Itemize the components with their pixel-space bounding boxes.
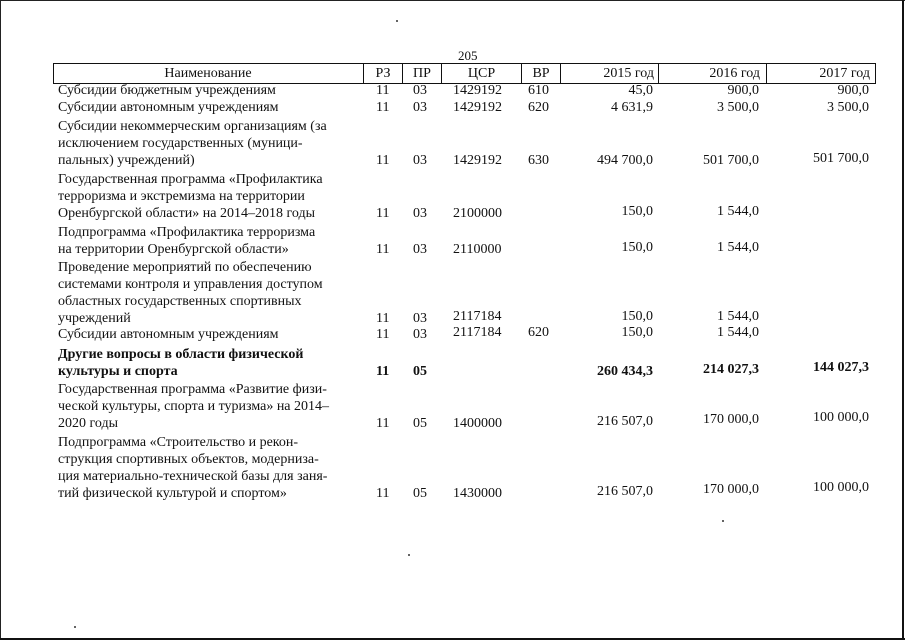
cell-csr: 1430000: [453, 486, 502, 501]
cell-pr: 03: [413, 83, 427, 98]
cell-2016: 1 544,0: [717, 240, 759, 255]
cell-rz: 11: [376, 242, 390, 257]
cell-2016: 1 544,0: [717, 204, 759, 219]
cell-rz: 11: [376, 153, 390, 168]
row-name-line: Подпрограмма «Профилактика терроризма: [58, 225, 316, 240]
cell-2015: 216 507,0: [597, 414, 653, 429]
row-name-line: ция материально-технической базы для заня-: [58, 469, 328, 484]
row-name-line: Субсидии некоммерческим организациям (за: [58, 119, 327, 134]
header-rz: РЗ: [375, 66, 391, 81]
scan-speck: [722, 520, 724, 522]
cell-pr: 03: [413, 327, 427, 342]
row-name: [58, 118, 363, 169]
table-header: [53, 63, 876, 84]
table-row: [53, 326, 876, 343]
row-name-line: Проведение мероприятий по обеспечению: [58, 260, 312, 275]
row-name-line: исключением государственных (муници-: [58, 136, 303, 151]
cell-rz: 11: [376, 364, 390, 379]
cell-vr: 630: [528, 153, 549, 168]
cell-rz: 11: [376, 486, 390, 501]
cell-2015: 150,0: [621, 240, 653, 255]
cell-2017: 144 027,3: [813, 360, 869, 375]
row-name: [58, 381, 363, 432]
header-csr: ЦСР: [467, 66, 496, 81]
cell-pr: 03: [413, 311, 427, 326]
cell-csr: 2117184: [453, 309, 502, 324]
scan-edge-top: [0, 0, 905, 1]
header-2016: 2016 год: [709, 66, 760, 81]
cell-2016: 1 544,0: [717, 309, 759, 324]
table-row: [53, 118, 876, 169]
table-row: [53, 259, 876, 327]
row-name-line: тий физической культурой и спортом»: [58, 486, 287, 501]
row-name: [58, 326, 363, 343]
cell-csr: 2110000: [453, 242, 502, 257]
cell-rz: 11: [376, 311, 390, 326]
budget-table: [53, 63, 876, 501]
row-name-line: культуры и спорта: [58, 364, 178, 379]
cell-pr: 05: [413, 486, 427, 501]
row-name-line: Государственная программа «Профилактика: [58, 172, 323, 187]
table-row: [53, 171, 876, 222]
row-name: [58, 171, 363, 222]
cell-2015: 150,0: [621, 204, 653, 219]
cell-2015: 216 507,0: [597, 484, 653, 499]
cell-2015: 4 631,9: [611, 100, 653, 115]
cell-2016: 170 000,0: [703, 482, 759, 497]
row-name-line: пальных) учреждений): [58, 153, 195, 168]
header-2017: 2017 год: [819, 66, 870, 81]
row-name-line: терроризма и экстремизма на территории: [58, 189, 305, 204]
header-vr: ВР: [532, 66, 550, 81]
cell-2016: 900,0: [727, 83, 759, 98]
cell-2016: 3 500,0: [717, 100, 759, 115]
cell-2016: 1 544,0: [717, 325, 759, 340]
table-row: [53, 434, 876, 502]
cell-2015: 260 434,3: [597, 364, 653, 379]
row-name-line: на территории Оренбургской области»: [58, 242, 289, 257]
cell-2015: 494 700,0: [597, 153, 653, 168]
cell-2017: 3 500,0: [827, 100, 869, 115]
scan-speck: [408, 554, 410, 556]
table-row-section: [53, 346, 876, 380]
cell-pr: 03: [413, 100, 427, 115]
table-row: [53, 99, 876, 116]
table-row: [53, 224, 876, 258]
scan-speck: [74, 626, 76, 628]
cell-vr: 620: [528, 325, 549, 340]
row-name: [58, 434, 363, 502]
cell-csr: 1429192: [453, 153, 502, 168]
cell-2017: 100 000,0: [813, 410, 869, 425]
row-name-line: учреждений: [58, 311, 131, 326]
header-name: Наименование: [164, 66, 252, 81]
cell-rz: 11: [376, 100, 390, 115]
row-name-line: ческой культуры, спорта и туризма» на 2014–: [58, 399, 330, 414]
row-name-line: системами контроля и управления доступом: [58, 277, 323, 292]
cell-csr: 1429192: [453, 83, 502, 98]
page-number: 205: [458, 48, 478, 63]
cell-2016: 501 700,0: [703, 153, 759, 168]
cell-2016: 214 027,3: [703, 362, 759, 377]
header-2015: 2015 год: [603, 66, 654, 81]
row-name-line: Субсидии автономным учреждениям: [58, 100, 279, 115]
row-name-line: областных государственных спортивных: [58, 294, 302, 309]
table-row: [53, 381, 876, 432]
cell-2017: 900,0: [837, 83, 869, 98]
cell-csr: 2117184: [453, 325, 502, 340]
row-name: [58, 259, 363, 327]
cell-2016: 170 000,0: [703, 412, 759, 427]
cell-rz: 11: [376, 206, 390, 221]
row-name-line: Другие вопросы в области физической: [58, 347, 304, 362]
row-name-line: Субсидии бюджетным учреждениям: [58, 83, 276, 98]
cell-2015: 150,0: [621, 325, 653, 340]
header-pr: ПР: [413, 66, 431, 81]
row-name-line: Государственная программа «Развитие физи-: [58, 382, 327, 397]
cell-pr: 03: [413, 206, 427, 221]
scan-speck: [396, 20, 398, 22]
cell-pr: 05: [413, 416, 427, 431]
row-name: [58, 99, 363, 116]
scan-edge-left: [0, 0, 1, 640]
cell-pr: 03: [413, 153, 427, 168]
cell-rz: 11: [376, 416, 390, 431]
row-name-line: струкция спортивных объектов, модерниза-: [58, 452, 319, 467]
cell-2015: 150,0: [621, 309, 653, 324]
table-row: [53, 82, 876, 99]
cell-pr: 05: [413, 364, 427, 379]
row-name: [58, 346, 363, 380]
cell-csr: 1400000: [453, 416, 502, 431]
row-name: [58, 224, 363, 258]
cell-2015: 45,0: [628, 83, 653, 98]
cell-pr: 03: [413, 242, 427, 257]
row-name-line: Субсидии автономным учреждениям: [58, 327, 279, 342]
cell-vr: 610: [528, 83, 549, 98]
cell-2017: 100 000,0: [813, 480, 869, 495]
row-name-line: 2020 годы: [58, 416, 119, 431]
cell-csr: 1429192: [453, 100, 502, 115]
cell-rz: 11: [376, 83, 390, 98]
cell-2017: 501 700,0: [813, 151, 869, 166]
cell-csr: 2100000: [453, 206, 502, 221]
row-name-line: Оренбургской области» на 2014–2018 годы: [58, 206, 315, 221]
row-name-line: Подпрограмма «Строительство и рекон-: [58, 435, 299, 450]
scan-edge-right: [902, 0, 904, 640]
cell-rz: 11: [376, 327, 390, 342]
row-name: [58, 82, 363, 99]
cell-vr: 620: [528, 100, 549, 115]
